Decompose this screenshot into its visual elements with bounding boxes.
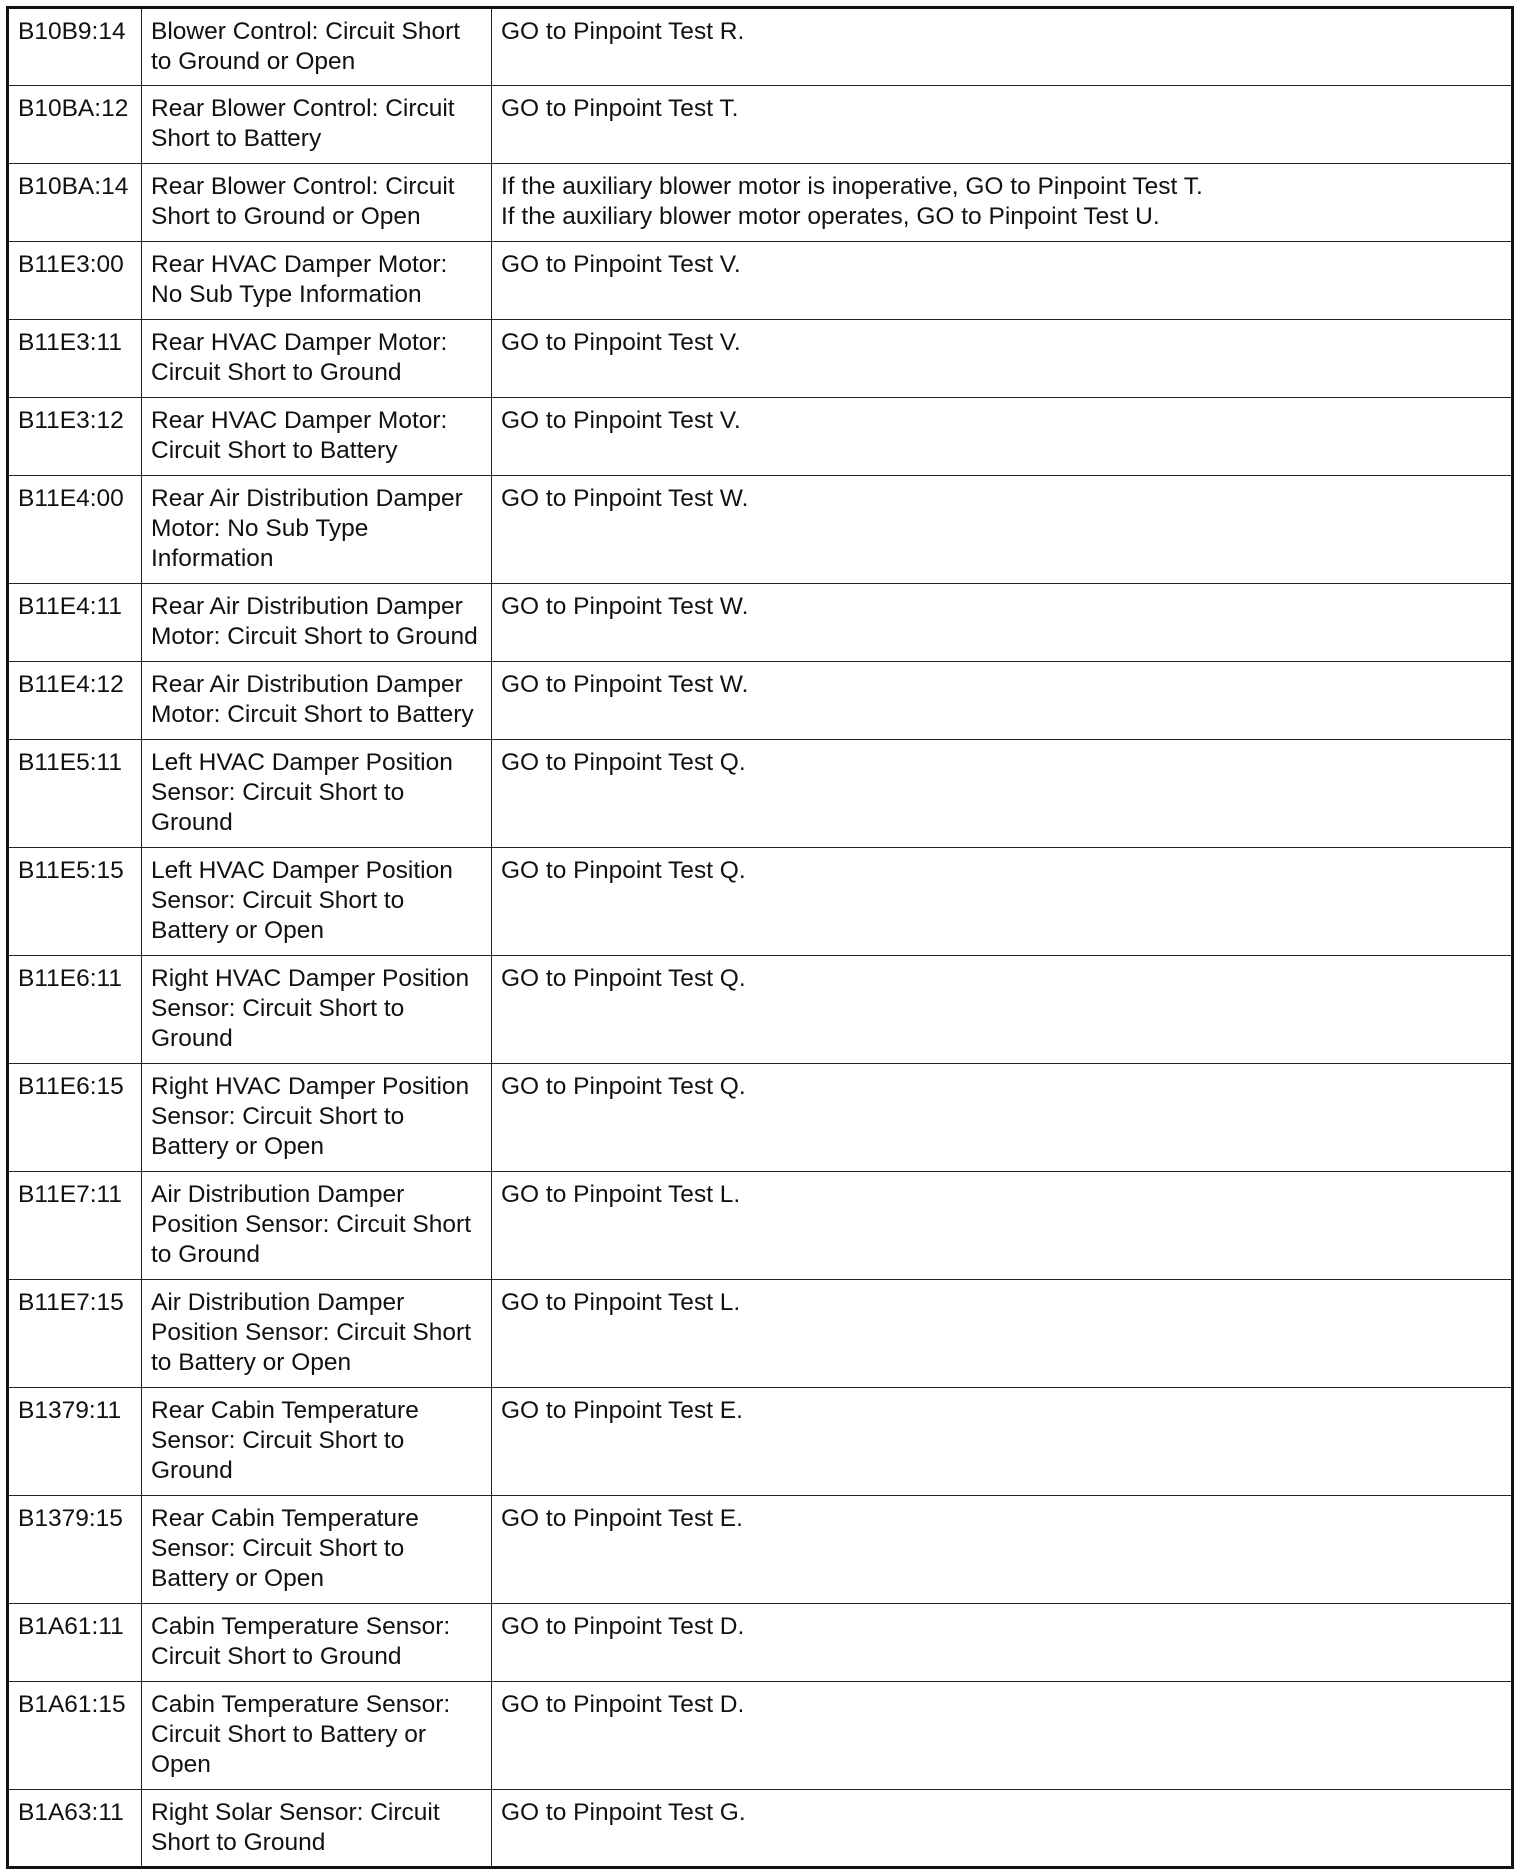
- dtc-code-cell: B11E7:11: [8, 1172, 142, 1280]
- action-text: GO to Pinpoint Test L.: [501, 1289, 741, 1316]
- dtc-description-cell: Rear Air Distribution Damper Motor: Circuit Short to Battery: [142, 662, 492, 740]
- dtc-description-cell: Rear Blower Control: Circuit Short to Battery: [142, 86, 492, 164]
- dtc-description-cell: Rear Cabin Temperature Sensor: Circuit Short to Battery or Open: [142, 1496, 492, 1604]
- action-text: GO to Pinpoint Test D.: [501, 1613, 745, 1640]
- dtc-action-cell: [492, 1604, 1513, 1682]
- action-text: GO to Pinpoint Test W.: [501, 671, 749, 698]
- table-row: [8, 1064, 1513, 1172]
- dtc-code-cell: B10BA:14: [8, 164, 142, 242]
- action-text: GO to Pinpoint Test V.: [501, 251, 741, 278]
- dtc-action-cell: [492, 1388, 1513, 1496]
- dtc-action-cell: [492, 1790, 1513, 1868]
- action-text: GO to Pinpoint Test T.: [501, 95, 739, 122]
- dtc-description-cell: Rear Air Distribution Damper Motor: No Sub Type Information: [142, 476, 492, 584]
- dtc-action-cell: [492, 164, 1513, 242]
- action-text: GO to Pinpoint Test V.: [501, 407, 741, 434]
- dtc-description-cell: Rear Cabin Temperature Sensor: Circuit Short to Ground: [142, 1388, 492, 1496]
- dtc-code-cell: B11E5:15: [8, 848, 142, 956]
- dtc-code-cell: B1379:11: [8, 1388, 142, 1496]
- dtc-action-cell: [492, 8, 1513, 86]
- action-text: If the auxiliary blower motor is inoperative, GO to Pinpoint Test T.: [501, 173, 1203, 200]
- dtc-action-cell: [492, 662, 1513, 740]
- table-row: [8, 848, 1513, 956]
- dtc-description-cell: Left HVAC Damper Position Sensor: Circuit Short to Battery or Open: [142, 848, 492, 956]
- action-text: GO to Pinpoint Test Q.: [501, 749, 746, 776]
- table-row: [8, 320, 1513, 398]
- table-row: [8, 740, 1513, 848]
- action-text: GO to Pinpoint Test E.: [501, 1505, 743, 1532]
- table-row: [8, 398, 1513, 476]
- action-text: GO to Pinpoint Test G.: [501, 1799, 746, 1826]
- table-row: [8, 584, 1513, 662]
- dtc-description-cell: Rear HVAC Damper Motor: Circuit Short to Ground: [142, 320, 492, 398]
- dtc-description-cell: Air Distribution Damper Position Sensor: Circuit Short to Ground: [142, 1172, 492, 1280]
- action-text: GO to Pinpoint Test D.: [501, 1691, 745, 1718]
- dtc-table-body: [8, 8, 1513, 1868]
- table-row: [8, 242, 1513, 320]
- dtc-description-cell: Cabin Temperature Sensor: Circuit Short to Battery or Open: [142, 1682, 492, 1790]
- dtc-code-cell: B11E4:00: [8, 476, 142, 584]
- table-row: [8, 1172, 1513, 1280]
- dtc-action-cell: [492, 1280, 1513, 1388]
- action-text: GO to Pinpoint Test L.: [501, 1181, 741, 1208]
- action-text: GO to Pinpoint Test Q.: [501, 857, 746, 884]
- table-row: [8, 1604, 1513, 1682]
- dtc-action-cell: [492, 1064, 1513, 1172]
- table-row: [8, 1790, 1513, 1868]
- dtc-code-cell: B10BA:12: [8, 86, 142, 164]
- dtc-code-cell: B1379:15: [8, 1496, 142, 1604]
- dtc-description-cell: Right HVAC Damper Position Sensor: Circuit Short to Ground: [142, 956, 492, 1064]
- dtc-action-cell: [492, 1682, 1513, 1790]
- table-row: [8, 1388, 1513, 1496]
- dtc-code-cell: B11E3:00: [8, 242, 142, 320]
- dtc-action-cell: [492, 1496, 1513, 1604]
- dtc-description-cell: Rear HVAC Damper Motor: Circuit Short to Battery: [142, 398, 492, 476]
- dtc-code-cell: B11E6:15: [8, 1064, 142, 1172]
- action-text: GO to Pinpoint Test V.: [501, 329, 741, 356]
- dtc-code-cell: B10B9:14: [8, 8, 142, 86]
- action-text: GO to Pinpoint Test Q.: [501, 965, 746, 992]
- table-row: [8, 1496, 1513, 1604]
- table-row: [8, 1682, 1513, 1790]
- dtc-description-cell: Right HVAC Damper Position Sensor: Circuit Short to Battery or Open: [142, 1064, 492, 1172]
- dtc-code-cell: B1A63:11: [8, 1790, 142, 1868]
- dtc-action-cell: [492, 86, 1513, 164]
- dtc-action-cell: [492, 320, 1513, 398]
- dtc-description-cell: Right Solar Sensor: Circuit Short to Ground: [142, 1790, 492, 1868]
- dtc-action-cell: [492, 1172, 1513, 1280]
- dtc-action-cell: [492, 242, 1513, 320]
- dtc-description-cell: Rear Blower Control: Circuit Short to Ground or Open: [142, 164, 492, 242]
- dtc-code-cell: B11E5:11: [8, 740, 142, 848]
- table-row: [8, 662, 1513, 740]
- dtc-action-cell: [492, 398, 1513, 476]
- dtc-description-cell: Blower Control: Circuit Short to Ground or Open: [142, 8, 492, 86]
- action-text: GO to Pinpoint Test E.: [501, 1397, 743, 1424]
- table-row: [8, 86, 1513, 164]
- dtc-code-cell: B1A61:11: [8, 1604, 142, 1682]
- action-text: If the auxiliary blower motor operates, GO to Pinpoint Test U.: [501, 203, 1160, 230]
- dtc-description-cell: Cabin Temperature Sensor: Circuit Short to Ground: [142, 1604, 492, 1682]
- dtc-action-cell: [492, 476, 1513, 584]
- action-text: GO to Pinpoint Test Q.: [501, 1073, 746, 1100]
- table-row: [8, 8, 1513, 86]
- table-row: [8, 956, 1513, 1064]
- table-row: [8, 164, 1513, 242]
- action-text: GO to Pinpoint Test R.: [501, 18, 745, 45]
- table-row: [8, 476, 1513, 584]
- dtc-description-cell: Rear Air Distribution Damper Motor: Circuit Short to Ground: [142, 584, 492, 662]
- action-text: GO to Pinpoint Test W.: [501, 593, 749, 620]
- table-row: [8, 1280, 1513, 1388]
- dtc-code-cell: B11E6:11: [8, 956, 142, 1064]
- dtc-action-cell: [492, 584, 1513, 662]
- dtc-code-cell: B11E7:15: [8, 1280, 142, 1388]
- dtc-action-cell: [492, 956, 1513, 1064]
- dtc-table: [6, 6, 1514, 1869]
- dtc-action-cell: [492, 740, 1513, 848]
- dtc-code-cell: B11E3:12: [8, 398, 142, 476]
- dtc-description-cell: Rear HVAC Damper Motor: No Sub Type Information: [142, 242, 492, 320]
- dtc-description-cell: Air Distribution Damper Position Sensor: Circuit Short to Battery or Open: [142, 1280, 492, 1388]
- action-text: GO to Pinpoint Test W.: [501, 485, 749, 512]
- dtc-action-cell: [492, 848, 1513, 956]
- dtc-code-cell: B11E4:11: [8, 584, 142, 662]
- dtc-code-cell: B11E3:11: [8, 320, 142, 398]
- dtc-code-cell: B1A61:15: [8, 1682, 142, 1790]
- dtc-description-cell: Left HVAC Damper Position Sensor: Circuit Short to Ground: [142, 740, 492, 848]
- dtc-code-cell: B11E4:12: [8, 662, 142, 740]
